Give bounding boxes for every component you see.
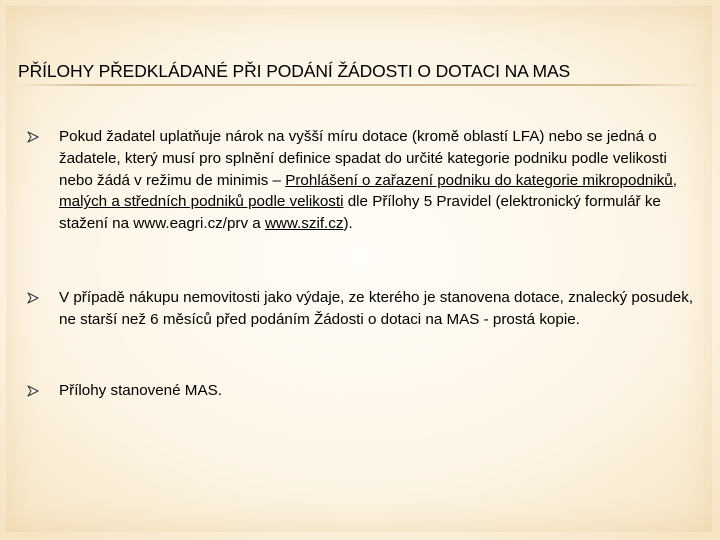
slide-title: PŘÍLOHY PŘEDKLÁDANÉ PŘI PODÁNÍ ŽÁDOSTI O DOTACI NA MAS — [18, 61, 571, 81]
bullet-item — [59, 287, 699, 331]
bullet-item — [59, 380, 699, 402]
bullet-text-part: dle Přílohy 5 Pravidel (elektronický formulář ke stažení na www.eagri.cz/prv a — [59, 193, 661, 233]
bullet-text: V případě nákupu nemovitosti jako výdaje, ze kterého je stanovena dotace, znalecký posudek, ne starší než 6 měsíců před podáním Žádosti o dotaci na MAS - prostá kopie. — [59, 289, 694, 328]
arrowhead-bullet-icon — [27, 131, 39, 143]
arrowhead-bullet-icon — [27, 385, 39, 397]
bullet-text-part: ). — [343, 215, 353, 233]
arrowhead-bullet-icon — [27, 292, 39, 304]
szif-link[interactable]: www.szif.cz — [264, 215, 344, 233]
declaration-link[interactable]: Prohlášení o zařazení podniku do kategorie mikropodniků, malých a středních podniků podle velikosti — [59, 171, 677, 211]
bullet-text-part: Pokud žadatel uplatňuje nárok na vyšší míru dotace (kromě oblastí LFA) nebo se jedná o žadatele, který musí pro splnění definice spadat do určité kategorie podniku podle velikosti nebo žádá v režimu de minimis – — [59, 128, 667, 189]
bullet-item — [59, 126, 699, 235]
title-underline — [14, 84, 702, 86]
bullet-text: Přílohy stanovené MAS. — [59, 382, 222, 399]
bullet-text — [59, 126, 699, 235]
